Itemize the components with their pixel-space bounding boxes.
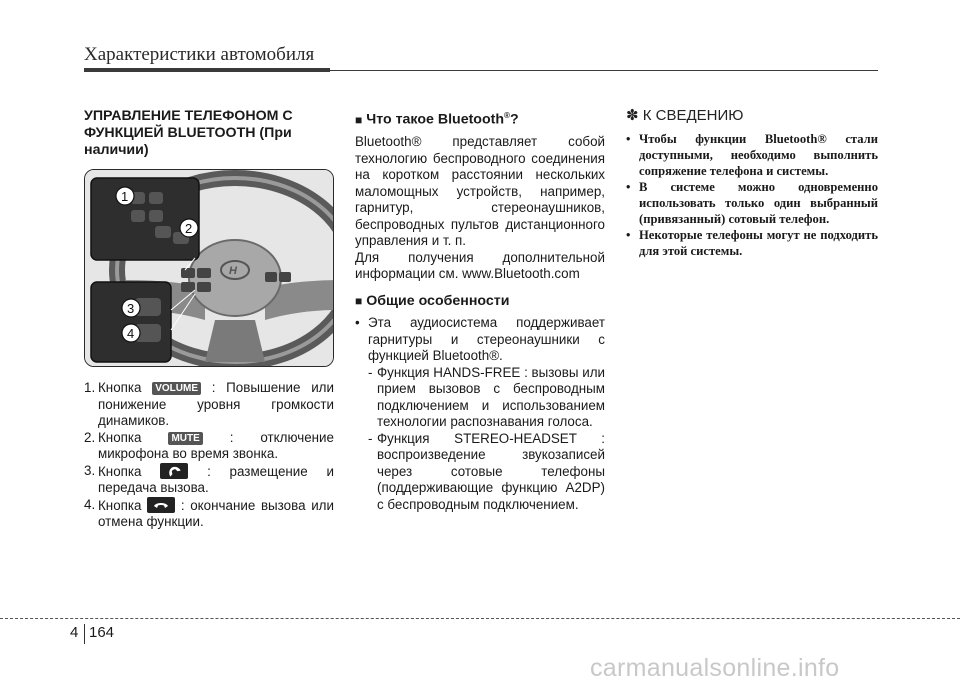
- steering-wheel-illustration: [85, 170, 333, 366]
- volume-badge: VOLUME: [152, 382, 201, 395]
- features-list: [355, 315, 605, 365]
- column-notes: [626, 108, 878, 259]
- steering-wheel-figure: [84, 169, 334, 367]
- column-bluetooth-info: [355, 108, 605, 513]
- end-call-icon: [147, 497, 175, 513]
- section-heading-phone-control: УПРАВЛЕНИЕ ТЕЛЕФОНОМ С ФУНКЦИЕЙ BLUETOOTH (При наличии): [84, 108, 293, 158]
- list-item: • Эта аудиосистема поддерживает гарнитуры и стереонаушники с функцией Bluetooth®.: [355, 315, 605, 365]
- callout-1: 1: [121, 189, 129, 204]
- chapter-number: 4: [70, 624, 79, 641]
- bluetooth-more-info: Для получения дополнительной информации см. www.Bluetooth.com: [355, 249, 605, 282]
- watermark: carmanualsonline.info: [590, 654, 840, 682]
- features-sublist: [355, 365, 605, 514]
- callout-4: 4: [127, 326, 135, 341]
- call-icon: [160, 463, 188, 479]
- bluetooth-description: Bluetooth® представляет собой технологию беспроводного соединения на коротком расстоянии нескольких маломощных устройств, например, гарнитур, стереонаушников, беспроводных пультов дистанционного управления и т. п.: [355, 134, 605, 249]
- list-item: • Чтобы функции Bluetooth® стали доступными, необходимо выполнить сопряжение телефона и системы.: [626, 131, 878, 179]
- button-list: [84, 380, 334, 531]
- list-item: - Функция HANDS-FREE : вызовы или прием вызовов с беспроводным подключением и использованием технологии распознавания голоса.: [355, 365, 605, 431]
- section-heading-what-is-bluetooth: ■ Что такое Bluetooth®?: [355, 111, 519, 128]
- note-heading: ✽ К СВЕДЕНИЮ: [626, 107, 744, 124]
- header-rule-thick: [84, 68, 330, 72]
- page-number: 164: [89, 624, 115, 641]
- list-item: • Некоторые телефоны могут не подходить для этой системы.: [626, 227, 878, 259]
- svg-text:H: H: [229, 265, 237, 277]
- header-rule-thin: [330, 70, 878, 71]
- footer-separator: [84, 624, 85, 644]
- page-header-title: Характеристики автомобиля: [84, 44, 315, 65]
- callout-2: 2: [185, 221, 193, 236]
- footer-rule: [0, 618, 960, 619]
- list-item: 4. Кнопка : окончание вызова или отмена функции.: [84, 496, 334, 529]
- list-item: - Функция STEREO-HEADSET : воспроизведение звукозаписей через сотовые телефоны (поддерживающие функцию A2DP) с беспроводным подключением.: [355, 431, 605, 514]
- list-item: • В системе можно одновременно использовать только один выбранный (привязанный) сотовый телефон.: [626, 179, 878, 227]
- list-item: 1. Кнопка VOLUME : Повышение или понижение уровня громкости динамиков.: [84, 380, 334, 428]
- mute-badge: MUTE: [168, 432, 202, 445]
- list-item: 3. Кнопка : размещение и передача вызова.: [84, 462, 334, 495]
- list-item: 2. Кнопка MUTE : отключение микрофона во время звонка.: [84, 429, 334, 461]
- column-phone-control: [84, 108, 334, 531]
- callout-3: 3: [127, 301, 135, 316]
- section-heading-general-features: ■ Общие особенности: [355, 292, 510, 309]
- note-list: [626, 131, 878, 259]
